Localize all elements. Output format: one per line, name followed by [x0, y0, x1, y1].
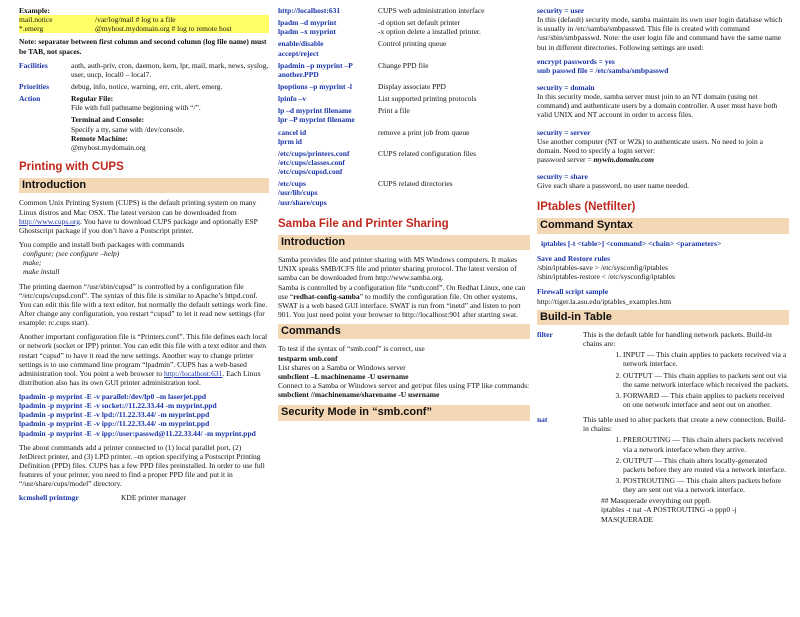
list-item: 1. INPUT — This chain applies to packets received via a network interface. — [623, 350, 789, 368]
samba-intro-heading: Introduction — [278, 235, 530, 250]
table-row — [278, 39, 530, 57]
command-cell: cancel id lprm id — [278, 127, 307, 146]
kcmshell-cmd: kcmshell printmgr — [19, 493, 79, 503]
nat-value — [583, 415, 789, 524]
description-cell: Control printing queue — [378, 39, 447, 49]
description-cell: Change PPD file — [378, 60, 429, 70]
cups-link[interactable]: http://www.cups.org — [19, 216, 81, 226]
action-key: Action — [19, 94, 41, 104]
cups-title: Printing with CUPS — [19, 160, 124, 173]
sec-domain-heading: security = domain — [537, 82, 595, 92]
kcmshell-desc: KDE printer manager — [121, 493, 186, 503]
filter-value — [583, 330, 789, 411]
iptables-syntax: iptables [-t <table>] <command> <chain> <parameters> — [541, 238, 722, 248]
kcmshell-row — [19, 493, 269, 502]
description-cell: Display associate PPD — [378, 81, 446, 91]
samba-commands-heading: Commands — [278, 324, 530, 339]
table-row — [278, 82, 530, 91]
table-row — [278, 18, 530, 36]
password-server-line: password server = mywin.domain.com — [537, 154, 654, 164]
priorities-key: Priorities — [19, 81, 49, 91]
table-row — [278, 6, 530, 15]
encrypt-passwords: encrypt passwords = yes — [537, 56, 615, 66]
lpadmin-cmd: lpadmin -p myprint -E -v socket://11.22.33.44 -m myprint.ppd — [19, 401, 217, 411]
list-item: 2. OUTPUT — This chain alters locally-generated packets before they are routed via a network interface. — [623, 456, 789, 474]
restore-line: /sbin/iptables-restore < /etc/sysconfig/iptables — [537, 272, 675, 282]
action-item-text: Specify a tty, same with /dev/console. — [71, 124, 185, 134]
column-2 — [278, 6, 530, 426]
smb-passwd-file: smb passwd file = /etc/samba/smbpasswd — [537, 65, 669, 75]
printers-paragraph: Another important configuration file is “Printers.conf”. This file defines each local or network (socket or IPP) printer. You can edit this file with a text editor and then restart “cupsd” to have it read the new settings. Another way to change printer settings is to use command line program “lpadmin”. CUPS has a web-based administration tool. You point a web browser to http://localhost:631. Each Linux distribution also has its own GUI printer administration tool. — [19, 332, 268, 387]
facilities-key: Facilities — [19, 60, 48, 70]
action-row — [19, 94, 269, 152]
filter-key: filter — [537, 330, 553, 340]
command-cell: http://localhost:631 — [278, 6, 341, 15]
facilities-value: auth, auth-priv, cron, daemon, kern, lpr, mail, mark, news, syslog, user, uucp, local0 – local7. — [71, 60, 269, 79]
description-cell: -d option set default printer -x option delete a installed printer. — [378, 18, 481, 37]
list-item: 1. PREROUTING — This chain alters packets received via a network interface when they arrive. — [623, 435, 789, 453]
action-item-text: @myhost.mydomain.org — [71, 142, 146, 152]
builtin-table-heading: Build-in Table — [537, 310, 789, 325]
about-paragraph: The about commands add a printer connected to (1) local parallel port, (2) JetDirect printer, and (3) LPD printer. –m option specifying a Postscript Printing Definition (PPD) files. CUPS has a few PPD files preinstalled. In order to use full features of your printer, you need to find a proper PPD file and put it in “/usr/share/cups/model” directory. — [19, 442, 265, 489]
nat-example-cmd: iptables -t nat -A POSTROUTING -o ppp0 -j MASQUERADE — [601, 505, 737, 524]
sec-server-paragraph: Use another computer (NT or W2k) to authenticate users. No need to join a domain. Need to specify a login server: — [537, 136, 763, 155]
compile-cmd: configure; (see configure –help) — [23, 249, 120, 259]
filter-row — [537, 330, 789, 411]
cups-command-table — [278, 6, 530, 207]
table-row — [278, 149, 530, 176]
compile-paragraph: You compile and install both packages with commands — [19, 239, 185, 249]
example-label: Example: — [19, 6, 50, 15]
list-item: 3. FORWARD — This chain applies to packets received on one network interface and sent out on another. — [623, 391, 789, 409]
save-restore-heading: Save and Restore rules — [537, 253, 610, 263]
samba-intro-p1: Samba provides file and printer sharing with MS Windows computers. It makes UNIX speaks SMB/ICFS file and printer sharing protocol. The latest version of samba can be downloaded from http://www.samba.org. — [278, 255, 518, 283]
table-row — [278, 179, 530, 206]
command-cell: /etc/cups/printers.conf /etc/cups/classes.conf /etc/cups/cupsd.conf — [278, 148, 350, 177]
sec-share-paragraph: Give each share a password, no user name needed. — [537, 181, 690, 191]
action-item-text: File with full pathname beginning with “/”. — [71, 103, 201, 113]
nat-row — [537, 415, 789, 524]
example-line — [19, 15, 269, 24]
command-cell: lp –d myprint filename lpr –P myprint filename — [278, 106, 355, 125]
cups-intro-heading: Introduction — [19, 178, 269, 193]
compile-cmd: make; — [23, 258, 42, 268]
sec-server-heading: security = server — [537, 127, 591, 137]
example-line — [19, 24, 269, 33]
list-item: 3. POSTROUTING — This chain alters packets before they are sent out via a network interface. — [623, 476, 789, 494]
action-item-title: Terminal and Console: — [71, 115, 145, 125]
action-value — [71, 94, 269, 152]
description-cell: List supported printing protocols — [378, 94, 477, 104]
lpadmin-cmd: lpadmin -p myprint -E -v parallel:/dev/lp0 –m laserjet.ppd — [19, 392, 207, 402]
command-cell: enable/disable accept/reject — [278, 39, 324, 58]
table-row — [278, 94, 530, 103]
smbclient-list-cmd: smbclient –L machinename -U username — [278, 371, 409, 381]
commands-p3: Connect to a Samba or Windows server and get/put files using FTP like commands: — [278, 381, 530, 391]
sec-user-heading: security = user — [537, 6, 585, 15]
command-cell: lpadmin –p myprint –P another.PPD — [278, 60, 353, 79]
save-line: /sbin/iptables-save > /etc/sysconfig/iptables — [537, 263, 668, 273]
smbclient-connect-cmd: smbclient //machinename/sharename -U username — [278, 390, 440, 400]
separator-note: Note: separator between first column and second column (log file name) must be TAB, not spaces. — [19, 37, 267, 56]
nat-chain-list — [583, 435, 789, 494]
testparm-cmd: testparm smb.conf — [278, 353, 338, 363]
priorities-row — [19, 82, 269, 91]
command-cell: lpoptions –p myprint -l — [278, 81, 352, 91]
action-item-title: Remote Machine: — [71, 133, 128, 143]
example-selector: mail.notice — [19, 15, 53, 25]
description-cell: remove a print job from queue — [378, 127, 470, 137]
description-cell: CUPS related directories — [378, 179, 453, 189]
lpadmin-cmd: lpadmin -p myprint -E -v ipp://user:passwd@11.22.33.44/ -m myprint.ppd — [19, 428, 256, 438]
command-cell: lpadm –d myprint lpadm –x myprint — [278, 18, 337, 37]
commands-p1: To test if the syntax of “smb.conf” is correct, use — [278, 344, 425, 354]
nat-desc: This table used to alter packets that create a new connection. Build-in chains: — [583, 415, 786, 434]
example-target: @myhost.mydomain.org # log to remote host — [95, 24, 232, 34]
nat-key: nat — [537, 415, 548, 425]
lpadmin-cmd: lpadmin -p myprint -E -v lpd://11.22.33.44/ -m myprint.ppd — [19, 410, 210, 420]
iptables-title: IPtables (Netfilter) — [537, 201, 636, 214]
description-cell: Print a file — [378, 106, 410, 116]
action-item-title: Regular File: — [71, 94, 114, 104]
example-target: /var/log/mail # log to a file — [95, 15, 176, 25]
filter-chain-list — [583, 350, 789, 409]
nat-example-comment: ## Masquerade everything out ppp0. — [601, 496, 712, 506]
localhost-link[interactable]: http://localhost:631 — [164, 368, 223, 378]
table-row — [278, 128, 530, 146]
table-row — [278, 106, 530, 124]
description-cell: CUPS related configuration files — [378, 148, 477, 158]
samba-title: Samba File and Printer Sharing — [278, 217, 449, 230]
samba-intro-p2: Samba is controlled by a configuration file “smb.conf”. On Redhat Linux, one can use “redhat-config-samba” to modify the configuration file. On other systems, SWAT is a web based GUI interface. SWAT is run from “inetd” and listen to port 901. You just need point your browser to http://localhost:901 after starting swat. — [278, 282, 526, 319]
column-1 — [19, 6, 269, 503]
filter-desc: This is the default table for handling network packets. Build-in chains are: — [583, 330, 772, 349]
commands-p2: List shares on a Samba or Windows server — [278, 362, 406, 372]
compile-cmd: make install — [23, 267, 60, 277]
table-row — [278, 61, 530, 79]
sec-domain-paragraph: In this security mode, samba server must join to an NT domain (using net command) and authenticate users by a domain controller. A user must have both valid UNIX and NT account in order to access files. — [537, 92, 778, 120]
column-3 — [537, 6, 789, 528]
firewall-sample-url: http://tiger.la.asu.edu/iptables_examples.htm — [537, 296, 672, 306]
sec-share-heading: security = share — [537, 172, 588, 182]
command-syntax-heading: Command Syntax — [537, 218, 789, 233]
facilities-row — [19, 61, 269, 79]
firewall-sample-heading: Firewall script sample — [537, 287, 609, 297]
command-cell: lpinfo –v — [278, 94, 307, 104]
command-cell: /etc/cups /usr/lib/cups /usr/share/cups — [278, 179, 327, 207]
sec-user-paragraph: In this (default) security mode, samba maintain its own user login database which is usually in /etc/samba/smbpasswd. This file is created with command /usr/sbin/smbpasswd. Note: the user login file and command have the same name but in different directories. Following settings are used: — [537, 15, 783, 52]
example-block — [19, 15, 269, 33]
example-selector: *.emerg — [19, 24, 44, 34]
list-item: 2. OUTPUT — This chain applies to packets sent out via the same network interface which received the packets. — [623, 371, 789, 389]
priorities-value: debug, info, notice, warning, err, crit, alert, emerg. — [71, 81, 223, 91]
security-mode-heading: Security Mode in “smb.conf” — [278, 405, 530, 420]
daemon-paragraph: The printing daemon “/usr/sbin/cupsd” is controlled by a configuration file “/etc/cups/cupsd.conf”. The syntax of this file is similar to Apache’s httpd.conf. You can edit this file with a text editor, but normally the default settings work fine. After change any configuration, you restart “cupsd” to let it read new settings (for example: rc.cups start). — [19, 281, 268, 328]
lpadmin-cmd: lpadmin -p myprint -E -v ipp://11.22.33.44/ -m myprint.ppd — [19, 419, 210, 429]
description-cell: CUPS web administration interface — [378, 6, 485, 15]
cups-intro-paragraph: Common Unix Printing System (CUPS) is the default printing system on many Linux distros and Mac OSX. The latest version can be downloaded from http://www.cups.org. You have to download CUPS package and optionally ESP Ghostscript package if you don’t have a Postscript printer. — [19, 198, 258, 235]
